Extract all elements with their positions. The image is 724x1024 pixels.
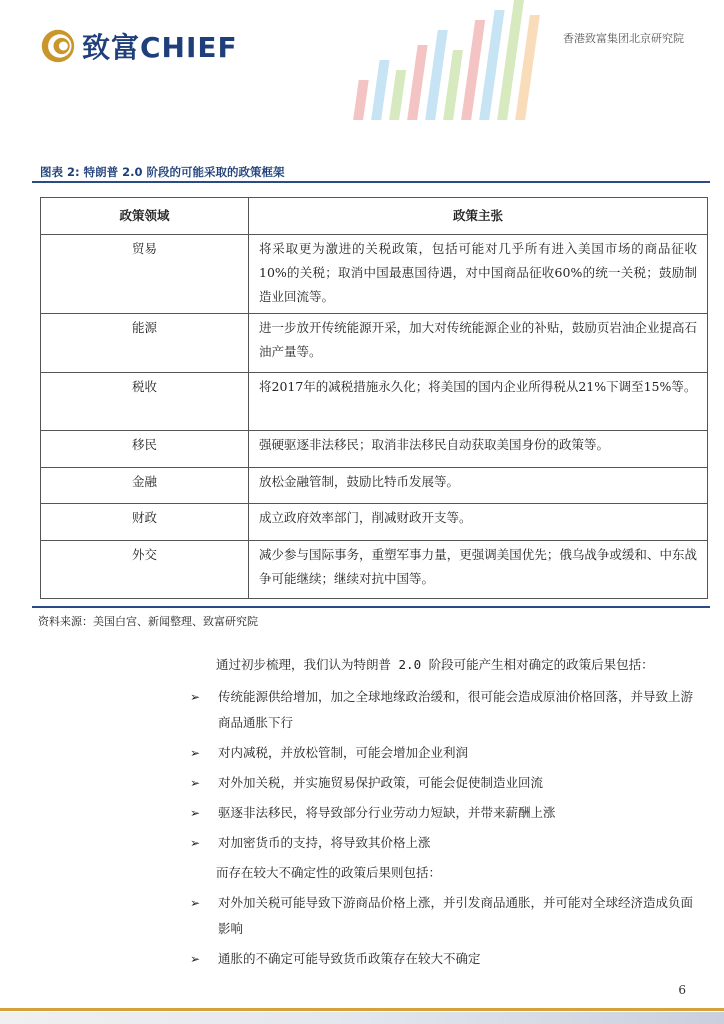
arrow-bullet-icon: ➢ [190, 896, 201, 910]
intro-paragraph: 通过初步梳理，我们认为特朗普 2.0 阶段可能产生相对确定的政策后果包括： [216, 657, 654, 672]
list-item-text: 传统能源供给增加，加之全球地缘政治缓和，很可能会造成原油价格回落，并导致上游商品通胀下行 [218, 689, 694, 730]
list-item-text: 对外加关税，并实施贸易保护政策，可能会促使制造业回流 [218, 775, 544, 790]
list-item-text: 对内减税，并放松管制，可能会增加企业利润 [218, 745, 469, 760]
table-row [41, 431, 708, 468]
figure-source: 资料来源：美国白宫、新闻整理、致富研究院 [38, 615, 258, 628]
list-item-text: 驱逐非法移民，将导致部分行业劳动力短缺，并带来薪酬上涨 [218, 805, 556, 820]
policy-desc-cell: 放松金融管制，鼓励比特币发展等。 [249, 468, 708, 504]
list-item [190, 740, 700, 766]
arrow-bullet-icon: ➢ [190, 690, 201, 704]
list-item [190, 890, 700, 942]
arrow-bullet-icon: ➢ [190, 746, 201, 760]
list-item-text: 对加密货币的支持，将导致其价格上涨 [218, 835, 431, 850]
policy-table [40, 197, 708, 599]
logo-mark-icon [40, 28, 76, 64]
table-row [41, 541, 708, 599]
arrow-bullet-icon: ➢ [190, 776, 201, 790]
policy-desc-cell: 将2017年的减税措施永久化；将美国的国内企业所得税从21%下调至15%等。 [249, 373, 708, 431]
decorative-bar-chart [330, 0, 590, 140]
table-row [41, 504, 708, 541]
policy-desc-cell: 成立政府效率部门，削减财政开支等。 [249, 504, 708, 541]
policy-area-cell: 税收 [41, 373, 249, 431]
list-item [190, 800, 700, 826]
list-item [190, 684, 700, 736]
brand-logo [40, 26, 238, 66]
policy-area-cell: 金融 [41, 468, 249, 504]
list-item [190, 830, 700, 856]
arrow-bullet-icon: ➢ [190, 836, 201, 850]
institute-name: 香港致富集团北京研究院 [563, 32, 684, 45]
figure-top-rule [32, 181, 710, 183]
policy-area-cell: 能源 [41, 314, 249, 373]
arrow-bullet-icon: ➢ [190, 806, 201, 820]
footer-accent-line [0, 1008, 724, 1011]
page-header [0, 0, 724, 150]
uncertain-intro: 而存在较大不确定性的政策后果则包括： [216, 865, 442, 880]
policy-area-cell: 财政 [41, 504, 249, 541]
list-item [190, 946, 700, 972]
column-header: 政策领域 [41, 198, 249, 235]
brand-name: 致富CHIEF [82, 31, 238, 64]
page-number: 6 [678, 983, 686, 997]
policy-desc-cell: 强硬驱逐非法移民；取消非法移民自动获取美国身份的政策等。 [249, 431, 708, 468]
table-row [41, 235, 708, 314]
list-item-text: 对外加关税可能导致下游商品价格上涨，并引发商品通胀，并可能对全球经济造成负面影响 [218, 895, 694, 936]
column-header: 政策主张 [249, 198, 708, 235]
policy-area-cell: 贸易 [41, 235, 249, 314]
arrow-bullet-icon: ➢ [190, 952, 201, 966]
policy-desc-cell: 减少参与国际事务，重塑军事力量，更强调美国优先；俄乌战争或缓和、中东战争可能继续；继续对抗中国等。 [249, 541, 708, 599]
list-item [190, 770, 700, 796]
table-header-row [41, 198, 708, 235]
list-item-text: 通胀的不确定可能导致货币政策存在较大不确定 [218, 951, 481, 966]
figure-bottom-rule [32, 606, 710, 608]
policy-desc-cell: 进一步放开传统能源开采，加大对传统能源企业的补贴，鼓励页岩油企业提高石油产量等。 [249, 314, 708, 373]
policy-desc-cell: 将采取更为激进的关税政策，包括可能对几乎所有进入美国市场的商品征收10%的关税；取消中国最惠国待遇，对中国商品征收60%的统一关税；鼓励制造业回流等。 [249, 235, 708, 314]
body-text [190, 652, 700, 972]
figure-title: 图表 2: 特朗普 2.0 阶段的可能采取的政策框架 [40, 165, 285, 179]
policy-area-cell: 移民 [41, 431, 249, 468]
table-row [41, 314, 708, 373]
table-row [41, 373, 708, 431]
policy-area-cell: 外交 [41, 541, 249, 599]
table-row [41, 468, 708, 504]
footer-bar [0, 1012, 724, 1024]
